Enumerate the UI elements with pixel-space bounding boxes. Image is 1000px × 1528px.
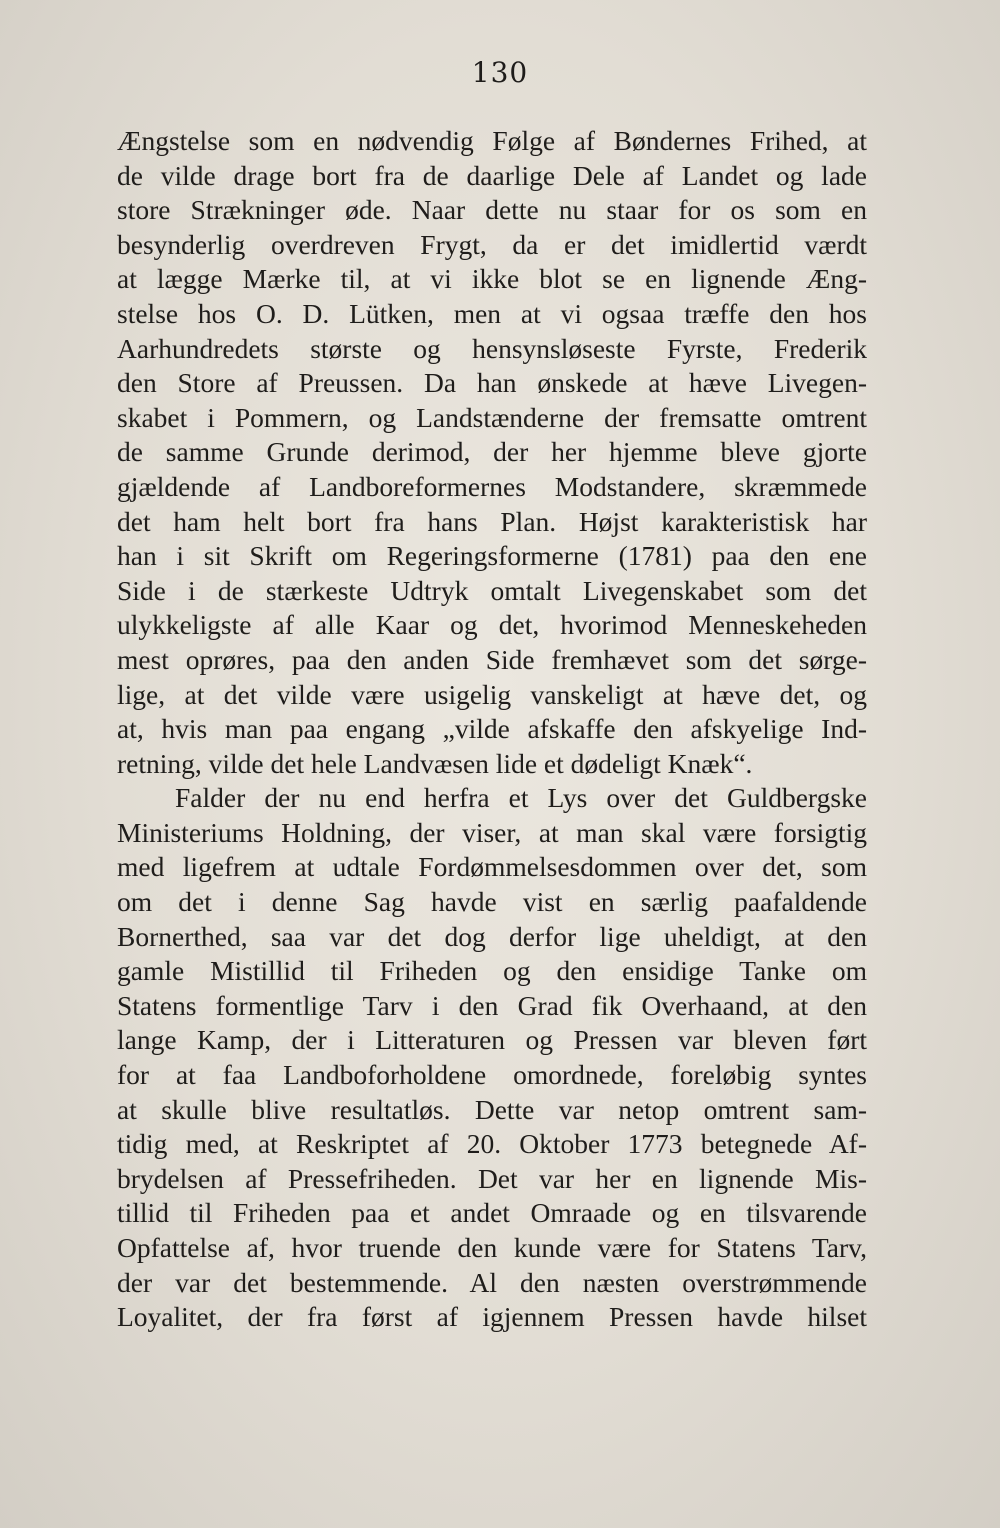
text-line: de vilde drage bort fra de daarlige Dele af Landet og lade [117,159,867,191]
text-line: brydelsen af Pressefriheden. Det var her en lignende Mis- [117,1162,867,1194]
page-number: 130 [471,56,529,89]
text-line: lige, at det vilde være usigelig vanskeligt at hæve det, og [117,678,867,710]
paragraph-end-line: retning, vilde det hele Landvæsen lide et dødeligt Knæk“. [117,747,753,779]
text-line: han i sit Skrift om Regeringsformerne (1781) paa den ene [117,540,867,572]
text-line: at, hvis man paa engang „vilde afskaffe den afskyelige Ind- [117,713,867,745]
text-line: der var det bestemmende. Al den næsten overstrømmende [117,1266,867,1298]
text-line: Statens formentlige Tarv i den Grad fik Overhaand, at den [117,989,867,1021]
text-line: de samme Grunde derimod, der her hjemme bleve gjorte [117,436,867,468]
text-line: Ministeriums Holdning, der viser, at man skal være forsigtig [117,816,867,848]
text-line: at lægge Mærke til, at vi ikke blot se en lignende Æng- [117,263,867,295]
text-line: det ham helt bort fra hans Plan. Højst karakteristisk har [117,505,867,537]
text-line: ulykkeligste af alle Kaar og det, hvorimod Menneskeheden [117,609,867,641]
text-line: tillid til Friheden paa et andet Omraade og en tilsvarende [117,1197,867,1229]
text-line: stelse hos O. D. Lütken, men at vi ogsaa træffe den hos [117,297,867,329]
text-line: at skulle blive resultatløs. Dette var netop omtrent sam- [117,1093,867,1125]
text-line: for at faa Landboforholdene omordnede, foreløbig syntes [117,1059,867,1091]
text-line: mest oprøres, paa den anden Side fremhævet som det sørge- [117,643,867,675]
text-line: Ængstelse som en nødvendig Følge af Bøndernes Frihed, at [117,125,867,156]
text-line: skabet i Pommern, og Landstænderne der fremsatte omtrent [117,401,867,433]
text-line: Side i de stærkeste Udtryk omtalt Livegenskabet som det [117,574,867,606]
text-line: lange Kamp, der i Litteraturen og Pressen var bleven ført [117,1024,867,1056]
text-line: Opfattelse af, hvor truende den kunde være for Statens Tarv, [117,1232,867,1263]
text-line: Aarhundredets største og hensynsløseste Fyrste, Frederik [117,332,867,364]
body-text [117,124,867,1335]
text-line: den Store af Preussen. Da han ønskede at hæve Livegen- [117,367,867,399]
text-line: med ligefrem at udtale Fordømmelsesdommen over det, som [117,851,867,883]
text-line: store Strækninger øde. Naar dette nu staar for os som en [117,194,867,226]
text-line: Loyalitet, der fra først af igjennem Pressen havde hilset [117,1301,867,1333]
text-line: tidig med, at Reskriptet af 20. Oktober 1773 betegnede Af- [117,1128,867,1160]
text-line: besynderlig overdreven Frygt, da er det imidlertid værdt [117,228,867,260]
text-line: om det i denne Sag havde vist en særlig paafaldende [117,886,867,918]
text-line: gamle Mistillid til Friheden og den ensidige Tanke om [117,955,867,987]
text-line: Bornerthed, saa var det dog derfor lige uheldigt, at den [117,920,867,952]
paragraph-start-line: Falder der nu end herfra et Lys over det Guldbergske [175,782,867,814]
text-line: gjældende af Landboreformernes Modstandere, skræmmede [117,470,867,502]
